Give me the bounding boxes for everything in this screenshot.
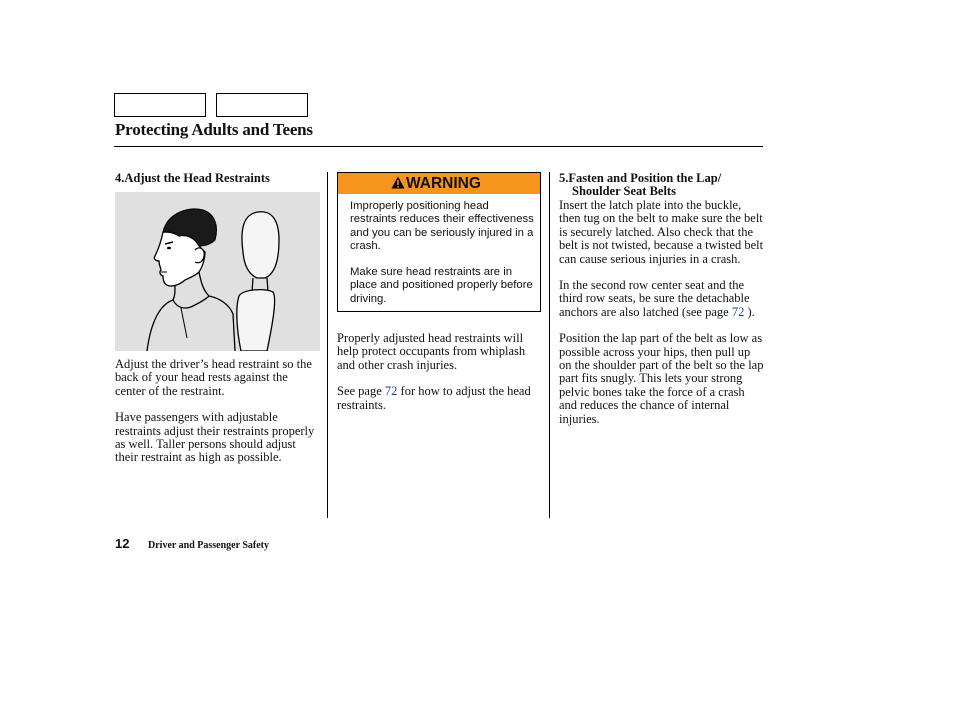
col1-paragraph-1: Adjust the driver’s head restraint so the back of your head rests against the center of the restraint. <box>115 357 312 398</box>
col1-paragraph-2: Have passengers with adjustable restraints adjust their restraints properly as well. Taller persons should adjust their restraint as high as possible. <box>115 410 315 465</box>
warning-body <box>350 200 535 319</box>
step4-heading: 4.Adjust the Head Restraints <box>115 171 270 185</box>
header-tab-box-1 <box>114 93 206 117</box>
col1-text <box>115 358 320 478</box>
title-rule <box>114 146 763 147</box>
column-divider-2 <box>549 172 550 518</box>
col2-paragraph-1: Properly adjusted head restraints will help protect occupants from whiplash and other crash injuries. <box>337 331 526 372</box>
col3-paragraph-2-suffix: ). <box>744 304 755 319</box>
col2-paragraph-2 <box>337 385 537 412</box>
page-number: 12 <box>115 536 130 551</box>
step5-heading-line1: 5.Fasten and Position the Lap/ <box>559 171 722 185</box>
page-link-72[interactable]: 72 <box>731 304 745 319</box>
head-restraint-illustration <box>115 192 320 351</box>
see-page-prefix: See page <box>337 384 385 399</box>
driver-head-restraint-icon <box>115 192 320 351</box>
col3-paragraph-3: Position the lap part of the belt as low as possible across your hips, then pull up on the shoulder part of the belt so the lap part fits snugly. This lets your strong pelvic bones take the force of a crash and reduces the chance of internal injuries. <box>559 331 764 426</box>
warning-header <box>338 173 540 194</box>
warning-triangle-icon <box>391 176 405 189</box>
see-page-suffix: for how to adjust the head restraints. <box>337 384 531 412</box>
step5-heading <box>559 172 764 198</box>
page-link-72[interactable]: 72 <box>384 384 398 399</box>
col3-paragraph-1: Insert the latch plate into the buckle, then tug on the belt to make sure the belt is securely latched. Also check that the belt is not twisted, because a twisted belt can cause serious injuries in a crash. <box>559 198 764 266</box>
section-name: Driver and Passenger Safety <box>148 540 270 551</box>
col3-paragraph-2-text: In the second row center seat and the third row seats, be sure the detachable anchors are also latched (see page <box>559 278 750 319</box>
step5-heading-line2: Shoulder Seat Belts <box>572 184 676 198</box>
page-title: Protecting Adults and Teens <box>115 120 313 139</box>
col3-text <box>559 199 764 439</box>
header-tab-box-2 <box>216 93 308 117</box>
warning-paragraph-2: Make sure head restraints are in place and positioned properly before driving. <box>350 266 533 305</box>
col3-paragraph-2 <box>559 279 764 319</box>
column-divider-1 <box>327 172 328 518</box>
warning-box <box>337 172 541 312</box>
col2-text <box>337 332 537 425</box>
warning-paragraph-1: Improperly positioning head restraints reduces their effectiveness and you can be seriously injured in a crash. <box>350 200 534 252</box>
warning-text: WARNING <box>406 175 481 192</box>
warning-label <box>391 173 481 194</box>
